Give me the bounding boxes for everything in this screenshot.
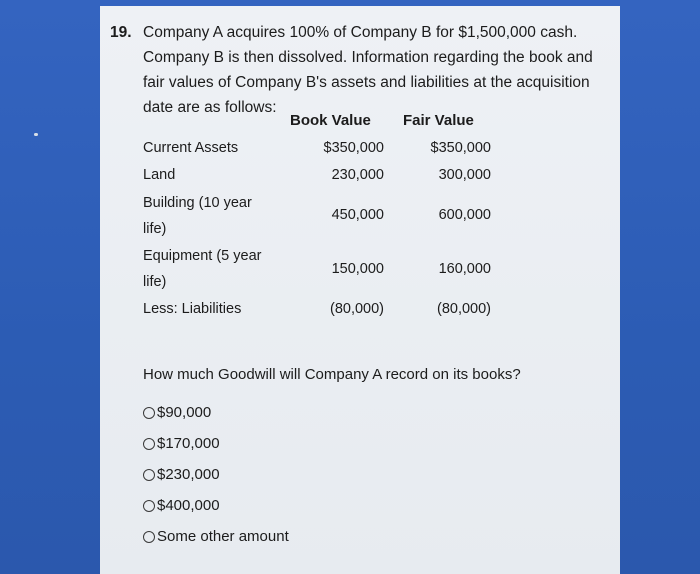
row-label-building: Building (10 year life)	[143, 195, 252, 237]
fair-value-equipment: 160,000	[438, 261, 491, 277]
row-label-equipment: Equipment (5 year life)	[143, 248, 262, 290]
row-label-liabilities: Less: Liabilities	[143, 301, 242, 317]
fair-value-header: Fair Value	[403, 112, 474, 129]
answer-option-label: Some other amount	[157, 528, 289, 545]
book-value-header: Book Value	[290, 112, 371, 129]
answer-option-400000[interactable]	[143, 497, 220, 514]
question-prompt: How much Goodwill will Company A record on its books?	[143, 366, 521, 383]
book-value-equipment: 150,000	[331, 261, 384, 277]
fair-value-current-assets: $350,000	[430, 140, 491, 156]
answer-option-230000[interactable]	[143, 466, 220, 483]
answer-option-label: $170,000	[157, 435, 220, 452]
question-card	[100, 6, 620, 574]
book-value-current-assets: $350,000	[323, 140, 384, 156]
row-label-land: Land	[143, 167, 176, 183]
answer-option-label: $90,000	[157, 404, 212, 421]
background-speck	[34, 133, 38, 136]
radio-button-icon[interactable]	[143, 469, 155, 481]
radio-button-icon[interactable]	[143, 407, 155, 419]
question-text: Company A acquires 100% of Company B for $1,500,000 cash. Company B is then dissolved. Information regarding the book and fair values of Company B's assets and liabilities at the acquisition date are as follows:	[143, 24, 593, 116]
question-number: 19.	[110, 24, 132, 41]
answer-option-other[interactable]	[143, 528, 289, 545]
book-value-building: 450,000	[331, 207, 384, 223]
fair-value-land: 300,000	[438, 167, 491, 183]
question-block	[110, 20, 610, 120]
answer-option-170000[interactable]	[143, 435, 220, 452]
fair-value-liabilities: (80,000)	[436, 301, 491, 317]
book-value-liabilities: (80,000)	[329, 301, 384, 317]
radio-button-icon[interactable]	[143, 531, 155, 543]
row-label-current-assets: Current Assets	[143, 140, 239, 156]
answer-option-label: $400,000	[157, 497, 220, 514]
fair-value-building: 600,000	[438, 207, 491, 223]
book-value-land: 230,000	[331, 167, 384, 183]
answer-option-label: $230,000	[157, 466, 220, 483]
radio-button-icon[interactable]	[143, 500, 155, 512]
radio-button-icon[interactable]	[143, 438, 155, 450]
answer-option-90000[interactable]	[143, 404, 211, 421]
